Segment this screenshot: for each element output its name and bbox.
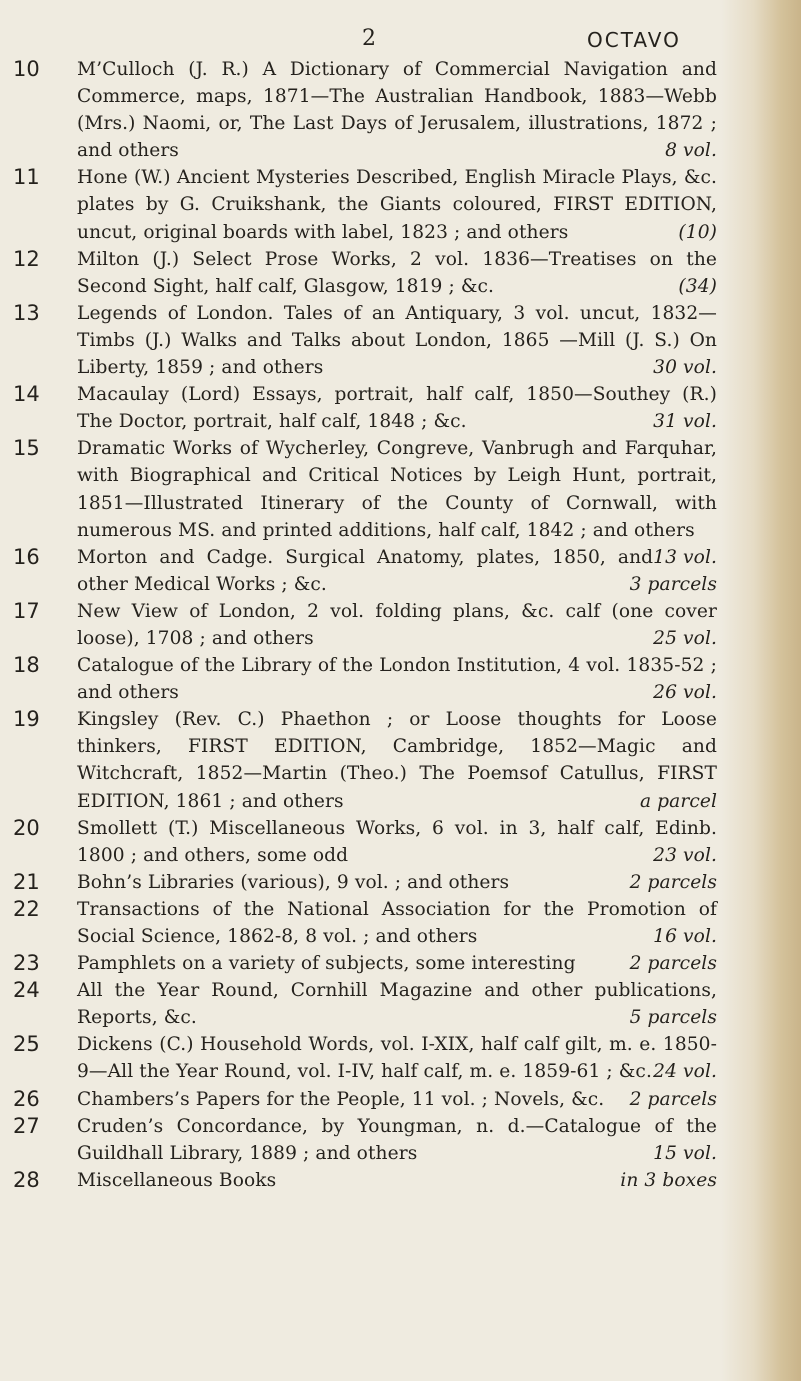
lot-description [77,652,717,706]
lot-number: 16 [13,544,40,569]
lot-text: Morton and Cadge. Surgical Anatomy, plates, 1850, and other Medical Works ; &c. [77,546,654,595]
lot-number: 20 [13,815,40,840]
lot-text: Pamphlets on a variety of subjects, some interesting [77,953,576,975]
lot-number: 13 [13,300,40,325]
lot-number: 14 [13,382,40,407]
lot-description [77,896,717,950]
lot-quantity: 2 parcels [629,871,717,893]
lot-entry [0,381,720,435]
lot-text: Macaulay (Lord) Essays, portrait, half calf, 1850—Southey (R.) The Doctor, portrait, half calf, 1848 ; &c. [77,384,717,433]
lot-entry [0,598,720,652]
lot-quantity: (34) [678,275,717,297]
lot-entry [0,300,720,381]
lot-quantity: 15 vol. [653,1142,717,1164]
lot-entry [0,164,720,245]
lot-quantity: 31 vol. [653,411,717,433]
lot-quantity: 13 vol. [653,546,717,568]
lot-text: Bohn’s Libraries (various), 9 vol. ; and others [77,871,510,893]
lot-text: Milton (J.) Select Prose Works, 2 vol. 1836—Treatises on the Second Sight, half calf, Glasgow, 1819 ; &c. [77,248,717,297]
lot-number: 17 [13,598,40,623]
lot-description [77,381,717,435]
lot-entry [0,246,720,300]
lot-quantity: 25 vol. [653,627,717,649]
page-number: 2 [362,26,376,51]
lot-list [0,56,720,1194]
lot-description [77,1113,717,1167]
lot-text: Miscellaneous Books [77,1169,277,1191]
lot-description [77,706,717,814]
lot-entry [0,950,720,977]
lot-entry [0,652,720,706]
lot-entry [0,1113,720,1167]
lot-text: Kingsley (Rev. C.) Phaethon ; or Loose thoughts for Loose thinkers, FIRST EDITION, Cambridge, 1852—Magic and Witchcraft, 1852—Martin (Theo.) The Poemsof Catullus, FIRST EDITION, 1861 ; and others [77,709,717,812]
lot-description [77,164,717,245]
lot-description [77,1031,717,1085]
lot-quantity: (10) [678,221,717,243]
lot-description [77,544,717,598]
lot-text: All the Year Round, Cornhill Magazine and other publications, Reports, &c. [77,980,717,1029]
page-header [0,26,801,56]
lot-quantity: 2 parcels [629,1088,717,1110]
lot-entry [0,1031,720,1085]
lot-text: Smollett (T.) Miscellaneous Works, 6 vol. in 3, half calf, Edinb. 1800 ; and others, some odd [77,817,717,866]
lot-text: Transactions of the National Association for the Promotion of Social Science, 1862-8, 8 vol. ; and others [77,898,717,947]
lot-quantity: a parcel [639,790,717,812]
lot-description [77,56,717,164]
lot-description [77,1167,717,1194]
lot-description [77,815,717,869]
lot-entry [0,896,720,950]
lot-number: 15 [13,436,40,461]
lot-quantity: 24 vol. [653,1061,717,1083]
lot-quantity: 23 vol. [653,844,717,866]
lot-entry [0,977,720,1031]
lot-entry [0,869,720,896]
lot-entry [0,815,720,869]
lot-description [77,435,717,568]
lot-description [77,950,717,977]
lot-entry [0,544,720,598]
lot-text: Legends of London. Tales of an Antiquary, 3 vol. uncut, 1832—Timbs (J.) Walks and Talks about London, 1865 —Mill (J. S.) On Liberty, 1859 ; and others [77,302,717,379]
lot-text: Catalogue of the Library of the London Institution, 4 vol. 1835-52 ; and others [77,655,717,704]
lot-description [77,977,717,1031]
lot-number: 26 [13,1086,40,1111]
lot-text: Cruden’s Concordance, by Youngman, n. d.—Catalogue of the Guildhall Library, 1889 ; and others [77,1115,717,1164]
lot-text: New View of London, 2 vol. folding plans, &c. calf (one cover loose), 1708 ; and others [77,600,717,649]
lot-number: 12 [13,246,40,271]
lot-entry [0,706,720,814]
lot-number: 18 [13,653,40,678]
lot-number: 10 [13,57,40,81]
lot-number: 11 [13,165,40,190]
section-title: OCTAVO [587,28,681,52]
lot-quantity: 3 parcels [629,573,717,595]
lot-description [77,246,717,300]
lot-text: Dickens (C.) Household Words, vol. I-XIX, half calf gilt, m. e. 1850-9—All the Year Round, vol. I-IV, half calf, m. e. 1859-61 ; &c. [77,1034,717,1083]
lot-number: 22 [13,896,40,921]
lot-number: 25 [13,1032,40,1057]
lot-number: 19 [13,707,40,732]
lot-entry [0,1167,720,1194]
lot-number: 24 [13,978,40,1003]
lot-text: Dramatic Works of Wycherley, Congreve, Vanbrugh and Farquhar, with Biographical and Critical Notices by Leigh Hunt, portrait, 1851—Illustrated Itinerary of the County of Cornwall, with numerous MS. and printed additions, half calf, 1842 ; and others [77,438,717,541]
lot-description [77,1086,717,1113]
lot-quantity: 16 vol. [653,926,717,947]
lot-text: Hone (W.) Ancient Mysteries Described, English Miracle Plays, &c. plates by G. Cruikshank, the Giants coloured, FIRST EDITION, uncut, original boards with label, 1823 ; and others [77,167,717,243]
lot-number: 28 [13,1167,40,1192]
lot-text: M’Culloch (J. R.) A Dictionary of Commercial Navigation and Commerce, maps, 1871—The Australian Handbook, 1883—Webb (Mrs.) Naomi, or, The Last Days of Jerusalem, illustrations, 1872 ; and others [77,59,717,162]
lot-description [77,300,717,381]
lot-number: 21 [13,869,40,894]
lot-text: Chambers’s Papers for the People, 11 vol. ; Novels, &c. [77,1088,605,1110]
lot-number: 23 [13,951,40,976]
lot-quantity: 26 vol. [653,682,717,704]
lot-quantity: 5 parcels [629,1007,717,1029]
lot-quantity: 8 vol. [665,140,717,162]
lot-quantity: 2 parcels [629,953,717,975]
lot-quantity: in 3 boxes [620,1169,717,1191]
page-edge-shadow [721,0,801,1381]
lot-description [77,598,717,652]
lot-quantity: 30 vol. [653,357,717,379]
lot-number: 27 [13,1113,40,1138]
lot-entry [0,1086,720,1113]
lot-description [77,869,717,896]
lot-entry [0,56,720,164]
